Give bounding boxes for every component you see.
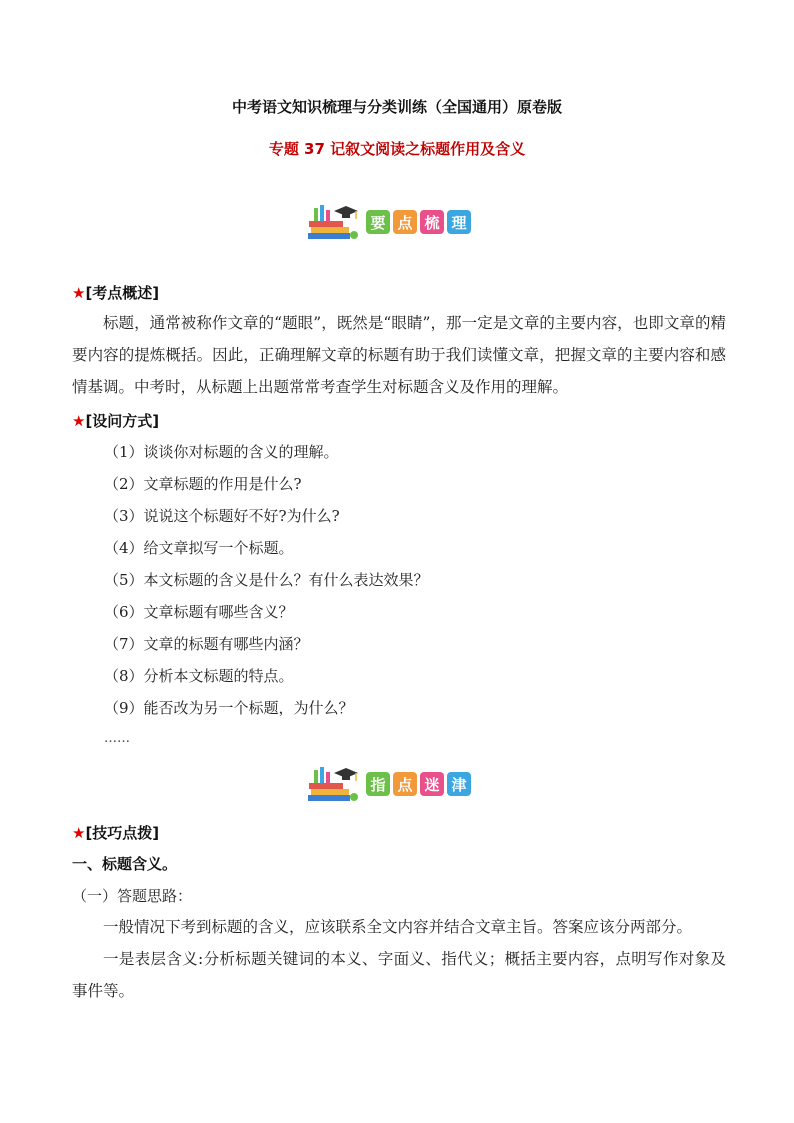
question-item: （3）说说这个标题好不好?为什么? bbox=[104, 507, 340, 525]
question-styles-heading-text: [设问方式] bbox=[85, 412, 160, 430]
key-points-tiles bbox=[366, 210, 471, 234]
overview-heading bbox=[72, 282, 159, 303]
banner-char: 津 bbox=[447, 772, 471, 796]
star-icon: ★ bbox=[72, 284, 86, 302]
section-title-meaning: 一、标题含义。 bbox=[72, 855, 178, 873]
skills-paragraph-2: 一是表层含义:分析标题关键词的本义、字面义、指代义；概括主要内容，点明写作对象及事件等。 bbox=[72, 950, 726, 1000]
question-item: （9）能否改为另一个标题，为什么？ bbox=[104, 699, 354, 717]
question-item: （5）本文标题的含义是什么？有什么表达效果？ bbox=[104, 571, 429, 589]
books-graduation-icon bbox=[306, 764, 360, 804]
banner-char: 指 bbox=[366, 772, 390, 796]
star-icon: ★ bbox=[72, 412, 86, 430]
overview-paragraph: 标题，通常被称作文章的“题眼”，既然是“眼睛”，那一定是文章的主要内容，也即文章的精要内容的提炼概括。因此，正确理解文章的标题有助于我们读懂文章，把握文章的主要内容和感情基调。中考时，从标题上出题常常考查学生对标题含义及作用的理解。 bbox=[72, 314, 726, 396]
question-item: （2）文章标题的作用是什么? bbox=[104, 475, 302, 493]
question-item: （1）谈谈你对标题的含义的理解。 bbox=[104, 443, 339, 461]
key-points-banner bbox=[306, 202, 486, 242]
banner-char: 点 bbox=[393, 772, 417, 796]
overview-heading-text: [考点概述] bbox=[85, 284, 160, 302]
banner-char: 点 bbox=[393, 210, 417, 234]
guidance-banner bbox=[306, 764, 486, 804]
skills-heading-text: [技巧点拨] bbox=[85, 824, 160, 842]
star-icon: ★ bbox=[72, 824, 86, 842]
document-title: 中考语文知识梳理与分类训练（全国通用）原卷版 bbox=[231, 98, 562, 116]
skills-heading bbox=[72, 822, 159, 843]
banner-char: 要 bbox=[366, 210, 390, 234]
question-item: （8）分析本文标题的特点。 bbox=[104, 667, 294, 685]
banner-char: 理 bbox=[447, 210, 471, 234]
banner-char: 迷 bbox=[420, 772, 444, 796]
question-item: （4）给文章拟写一个标题。 bbox=[104, 539, 294, 557]
skills-paragraph-1: 一般情况下考到标题的含义，应该联系全文内容并结合文章主旨。答案应该分两部分。 bbox=[103, 918, 693, 936]
question-styles-heading bbox=[72, 410, 159, 431]
question-item: （7）文章的标题有哪些内涵？ bbox=[104, 635, 309, 653]
guidance-tiles bbox=[366, 772, 471, 796]
banner-char: 梳 bbox=[420, 210, 444, 234]
books-graduation-icon bbox=[306, 202, 360, 242]
topic-subtitle: 专题 37 记叙文阅读之标题作用及含义 bbox=[268, 140, 526, 158]
question-item: （6）文章标题有哪些含义？ bbox=[104, 603, 294, 621]
answer-approach-subheading: （一）答题思路： bbox=[72, 887, 193, 905]
ellipsis: …… bbox=[104, 731, 130, 746]
